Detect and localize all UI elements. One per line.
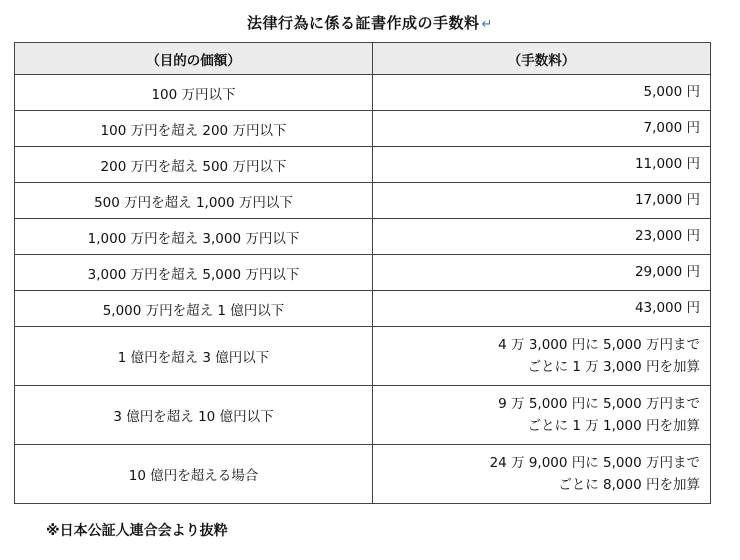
fee-line: 17,000 円 — [634, 192, 700, 209]
header-fee: （手数料） — [373, 43, 711, 75]
fee-line: 23,000 円 — [634, 228, 700, 245]
range-cell: 500 万円を超え 1,000 万円以下 — [15, 183, 373, 219]
fee-line: 43,000 円 — [634, 300, 700, 317]
table-header-row — [15, 43, 711, 75]
fee-line: 4 万 3,000 円に 5,000 万円まで — [498, 336, 700, 353]
range-cell: 200 万円を超え 500 万円以下 — [15, 147, 373, 183]
fee-cell — [373, 386, 711, 445]
fee-cell — [373, 147, 711, 183]
table-row — [15, 219, 711, 255]
table-row — [15, 183, 711, 219]
fee-cell — [373, 445, 711, 504]
range-cell: 100 万円を超え 200 万円以下 — [15, 111, 373, 147]
range-cell: 3,000 万円を超え 5,000 万円以下 — [15, 255, 373, 291]
fee-cell — [373, 75, 711, 111]
fee-line: 24 万 9,000 円に 5,000 万円まで — [489, 454, 700, 471]
table-row — [15, 147, 711, 183]
range-cell: 100 万円以下 — [15, 75, 373, 111]
fee-line: 29,000 円 — [634, 264, 700, 281]
fee-cell — [373, 327, 711, 386]
fee-cell — [373, 255, 711, 291]
table-row — [15, 327, 711, 386]
range-cell: 5,000 万円を超え 1 億円以下 — [15, 291, 373, 327]
table-row — [15, 386, 711, 445]
fee-cell — [373, 111, 711, 147]
document-title — [0, 12, 740, 33]
range-cell: 1,000 万円を超え 3,000 万円以下 — [15, 219, 373, 255]
fee-line: 5,000 円 — [643, 84, 700, 101]
fee-line: ごとに 1 万 3,000 円を加算 — [527, 359, 700, 375]
fee-table — [14, 42, 711, 504]
title-text: 法律行為に係る証書作成の手数料 — [247, 14, 480, 32]
fee-cell — [373, 291, 711, 327]
fee-line: ごとに 1 万 1,000 円を加算 — [527, 418, 700, 434]
fee-line: 9 万 5,000 円に 5,000 万円まで — [498, 395, 700, 412]
source-note: ※日本公証人連合会より抜粋 — [46, 523, 228, 539]
table-row — [15, 445, 711, 504]
range-cell: 3 億円を超え 10 億円以下 — [15, 386, 373, 445]
table-row — [15, 111, 711, 147]
fee-cell — [373, 183, 711, 219]
fee-line: 7,000 円 — [643, 120, 700, 137]
return-mark-icon: ↵ — [481, 17, 493, 32]
table-row — [15, 255, 711, 291]
header-target-value: （目的の価額） — [15, 43, 373, 75]
fee-line: ごとに 8,000 円を加算 — [558, 477, 700, 493]
range-cell: 10 億円を超える場合 — [15, 445, 373, 504]
range-cell: 1 億円を超え 3 億円以下 — [15, 327, 373, 386]
fee-line: 11,000 円 — [634, 156, 700, 173]
fee-cell — [373, 219, 711, 255]
table-row — [15, 291, 711, 327]
table-row — [15, 75, 711, 111]
